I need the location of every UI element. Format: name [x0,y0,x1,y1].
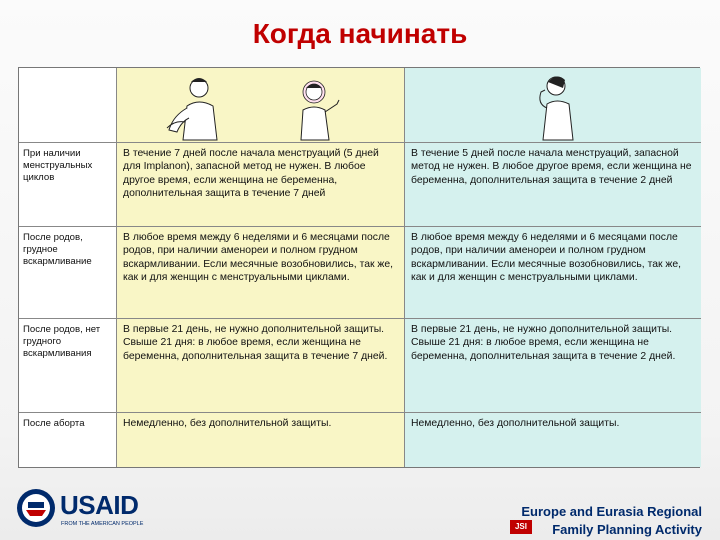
cell-pill-not-breastfeeding: В первые 21 день, не нужно дополнительной защиты. Свыше 21 дня: в любое время, если женщина не беременна, дополнительная защита в течение 2 дней. [405,319,701,413]
cell-pill-post-abortion: Немедленно, без дополнительной защиты. [405,413,701,467]
row-label-breastfeeding: После родов, грудное вскармливание [19,227,117,319]
header-illustration-cell-implant [117,68,405,143]
cell-pill-menstrual: В течение 5 дней после начала менструаций, запасной метод не нужен. В любое другое время, если женщина не беременна, дополнительная защита в течение 2 дней [405,143,701,227]
row-label-post-abortion: После аборта [19,413,117,467]
row-label-not-breastfeeding: После родов, нет грудного вскармливания [19,319,117,413]
woman-standing-illustration [301,81,339,140]
usaid-wordmark: USAID [60,490,139,520]
usaid-seal-icon [16,488,56,528]
slide-title: Когда начинать [252,18,468,49]
usaid-tagline: FROM THE AMERICAN PEOPLE [61,521,144,527]
org-name-line2: Family Planning Activity [552,522,702,537]
cell-implant-not-breastfeeding: В первые 21 день, не нужно дополнительной защиты. Свыше 21 дня: в любое время, если женщина не беременна, дополнительная защита в течение 7 дней. [117,319,405,413]
cell-implant-menstrual: В течение 7 дней после начала менструаций (5 дней для Implanon), запасной метод не нужен. В любое другое время, если женщина не беременна, дополнительная защита в течение 7 дней [117,143,405,227]
usaid-logo [16,488,144,532]
cell-implant-breastfeeding: В любое время между 6 неделями и 6 месяцами после родов, при наличии аменореи и полном грудном вскармливании. Если месячные возобновились, так же, как и для женщин с менструальными циклами. [117,227,405,319]
header-illustration-cell-pill [405,68,701,143]
implant-insertion-illustration [117,68,405,143]
woman-arm-illustration [167,78,217,140]
row-label-menstrual: При наличии менструальных циклов [19,143,117,227]
header-empty-cell [19,68,117,143]
org-name-line1: Europe and Eurasia Regional [521,504,702,519]
start-timing-table [18,67,700,468]
cell-pill-breastfeeding: В любое время между 6 неделями и 6 месяцами после родов, при наличии аменореи и полном грудном вскармливании. Если месячные возобновились, так же, как и для женщин с менструальными циклами. [405,227,701,319]
jsi-logo: JSI [510,520,532,534]
slide-footer [0,480,720,540]
cell-implant-post-abortion: Немедленно, без дополнительной защиты. [117,413,405,467]
woman-taking-pill-illustration [405,68,701,143]
